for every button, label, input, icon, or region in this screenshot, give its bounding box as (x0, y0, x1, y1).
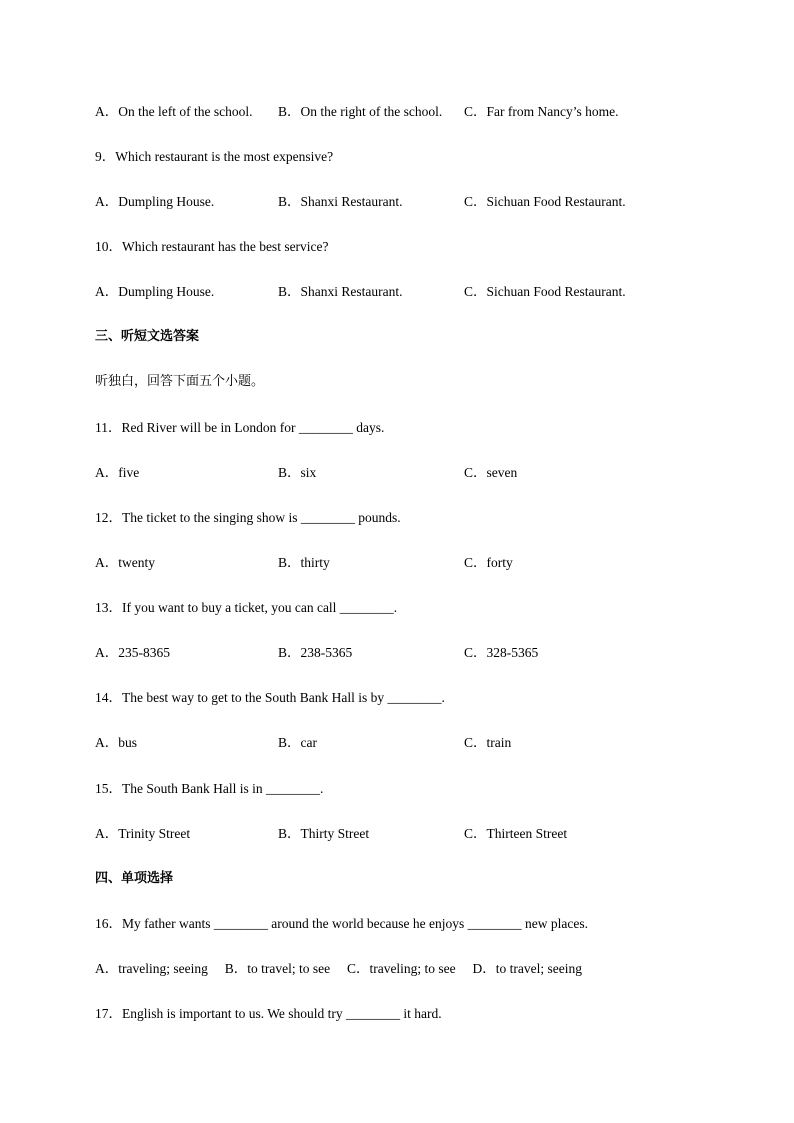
option-8-b: B．On the right of the school. (278, 104, 443, 119)
question-9: 9．Which restaurant is the most expensive? (95, 149, 334, 164)
options-16: A．traveling; seeing B．to travel; to see C．traveling; to see D．to travel; seeing (95, 961, 583, 976)
option-14-a: A．bus (95, 735, 138, 750)
option-10-b: B．Shanxi Restaurant. (278, 284, 403, 299)
option-11-a: A．five (95, 465, 140, 480)
option-13-a: A．235-8365 (95, 645, 170, 660)
question-12: 12．The ticket to the singing show is ________ pounds. (95, 510, 401, 525)
option-8-c: C．Far from Nancy’s home. (464, 104, 619, 119)
option-14-c: C．train (464, 735, 512, 750)
question-13: 13．If you want to buy a ticket, you can call ________. (95, 600, 398, 615)
option-13-c: C．328-5365 (464, 645, 539, 660)
question-15: 15．The South Bank Hall is in ________. (95, 781, 324, 796)
question-10: 10．Which restaurant has the best service? (95, 239, 329, 254)
option-12-b: B．thirty (278, 555, 330, 570)
option-11-c: C．seven (464, 465, 518, 480)
question-14: 14．The best way to get to the South Bank Hall is by ________. (95, 690, 445, 705)
section-heading-4: 四、单项选择 (95, 871, 174, 886)
section-heading-3: 三、听短文选答案 (95, 329, 200, 344)
option-9-c: C．Sichuan Food Restaurant. (464, 194, 626, 209)
option-12-a: A．twenty (95, 555, 155, 570)
option-13-b: B．238-5365 (278, 645, 353, 660)
question-17: 17．English is important to us. We should try ________ it hard. (95, 1006, 442, 1021)
option-10-c: C．Sichuan Food Restaurant. (464, 284, 626, 299)
option-14-b: B．car (278, 735, 317, 750)
option-12-c: C．forty (464, 555, 513, 570)
option-15-b: B．Thirty Street (278, 826, 370, 841)
question-16: 16．My father wants ________ around the world because he enjoys ________ new places. (95, 916, 589, 931)
option-9-a: A．Dumpling House. (95, 194, 215, 209)
question-11: 11．Red River will be in London for ________ days. (95, 420, 385, 435)
option-15-a: A．Trinity Street (95, 826, 191, 841)
section-instruction: 听独白，回答下面五个小题。 (95, 374, 265, 389)
option-8-a: A．On the left of the school. (95, 104, 253, 119)
option-10-a: A．Dumpling House. (95, 284, 215, 299)
option-9-b: B．Shanxi Restaurant. (278, 194, 403, 209)
option-15-c: C．Thirteen Street (464, 826, 568, 841)
option-11-b: B．six (278, 465, 317, 480)
